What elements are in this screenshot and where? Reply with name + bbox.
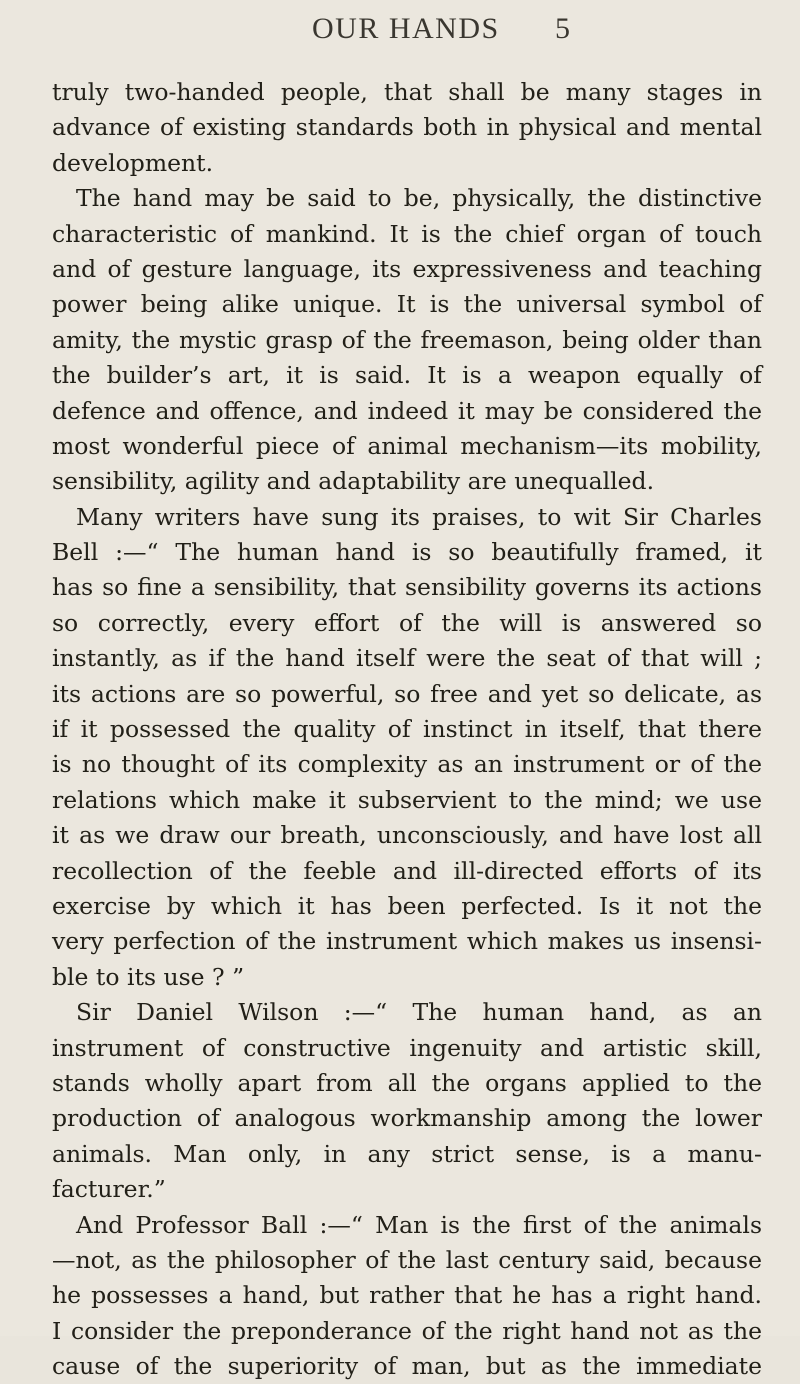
text-line: facturer.” bbox=[52, 1175, 166, 1204]
text-line: development. bbox=[52, 148, 214, 177]
text-line: The hand may be said to be, physically, the distinctive bbox=[76, 184, 762, 213]
text-line: so correctly, every effort of the will is answered so bbox=[52, 608, 762, 637]
text-line: Sir Daniel Wilson :—“ The human hand, as an bbox=[76, 998, 762, 1027]
text-line: advance of existing standards both in physical and mental bbox=[52, 113, 762, 142]
text-line: and of gesture language, its expressiveness and teaching bbox=[52, 254, 762, 283]
text-line: truly two-handed people, that shall be many stages in bbox=[52, 78, 762, 106]
text-line: most wonderful piece of animal mechanism—its mobility, bbox=[52, 431, 762, 460]
text-line: I consider the preponderance of the right hand not as the bbox=[52, 1316, 762, 1345]
text-line: animals. Man only, in any strict sense, is a manu- bbox=[52, 1139, 762, 1168]
text-line: stands wholly apart from all the organs applied to the bbox=[52, 1068, 762, 1097]
text-line: instantly, as if the hand itself were the seat of that will ; bbox=[52, 644, 762, 673]
text-line: power being alike unique. It is the universal symbol of bbox=[52, 290, 762, 319]
text-line: relations which make it subservient to the mind; we use bbox=[52, 785, 762, 814]
text-line: it as we draw our breath, unconsciously, and have lost all bbox=[52, 821, 762, 850]
body-text bbox=[52, 75, 762, 1384]
text-line: its actions are so powerful, so free and yet so delicate, as bbox=[52, 679, 762, 708]
text-line: amity, the mystic grasp of the freemason, being older than bbox=[52, 325, 762, 354]
page-number: 5 bbox=[555, 12, 570, 45]
text-line: Many writers have sung its praises, to wit Sir Charles bbox=[76, 502, 762, 531]
text-line: is no thought of its complexity as an instrument or of the bbox=[52, 750, 762, 779]
running-head bbox=[0, 12, 800, 60]
text-line: the builder’s art, it is said. It is a weapon equally of bbox=[52, 361, 762, 390]
text-line: —not, as the philosopher of the last century said, because bbox=[52, 1245, 762, 1274]
text-line: cause of the superiority of man, but as the immediate bbox=[52, 1352, 762, 1381]
text-line: sensibility, agility and adaptability are unequalled. bbox=[52, 467, 655, 496]
text-line: if it possessed the quality of instinct in itself, that there bbox=[52, 715, 762, 744]
running-title: OUR HANDS bbox=[312, 12, 500, 45]
text-line: recollection of the feeble and ill-directed efforts of its bbox=[52, 856, 762, 885]
text-line: very perfection of the instrument which makes us insensi- bbox=[52, 927, 762, 956]
text-line: And Professor Ball :—“ Man is the first of the animals bbox=[76, 1210, 762, 1239]
text-line: production of analogous workmanship among the lower bbox=[52, 1104, 762, 1133]
text-line: he possesses a hand, but rather that he has a right hand. bbox=[52, 1281, 762, 1310]
text-line: exercise by which it has been perfected. Is it not the bbox=[52, 891, 762, 920]
text-line: Bell :—“ The human hand is so beautifully framed, it bbox=[52, 538, 762, 567]
text-line: has so fine a sensibility, that sensibility governs its actions bbox=[52, 573, 762, 602]
text-line: ble to its use ? ” bbox=[52, 962, 245, 991]
text-line: defence and offence, and indeed it may be considered the bbox=[52, 396, 762, 425]
text-line: characteristic of mankind. It is the chief organ of touch bbox=[52, 219, 762, 248]
text-line: instrument of constructive ingenuity and artistic skill, bbox=[52, 1033, 762, 1062]
